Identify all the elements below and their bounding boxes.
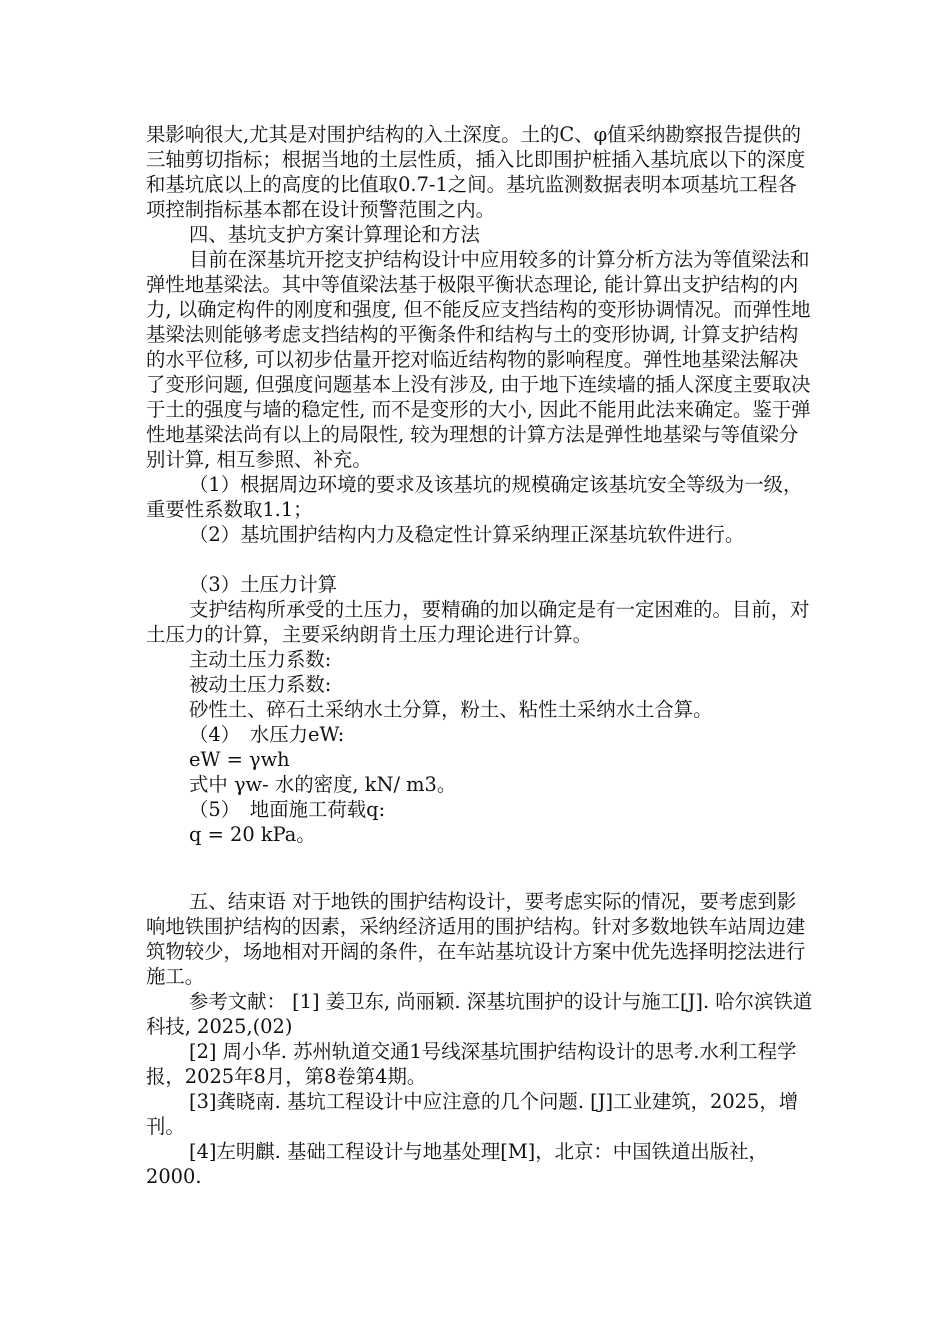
list-item-2: （2）基坑围护结构内力及稳定性计算采纳理正深基坑软件进行。 (189, 523, 745, 546)
section-heading-4: 四、基坑支护方案计算理论和方法 (189, 223, 480, 246)
list-item-5: （5） 地面施工荷载q: (189, 798, 386, 821)
soil-calculation-note: 砂性土、碎石土采纳水土分算，粉土、粘性土采纳水土合算。 (189, 698, 713, 721)
reference-3: [3]龚晓南. 基坑工程设计中应注意的几个问题. [J]工业建筑，2025，增刊。 (146, 1090, 799, 1138)
surcharge-formula: q = 20 kPa。 (189, 823, 316, 846)
passive-pressure-coefficient: 被动土压力系数: (189, 673, 332, 696)
paragraph-soil-parameters: 果影响很大,尤其是对围护结构的入土深度。土的C、φ值采纳勘察报告提供的三轴剪切指标；根据当地的土层性质，插入比即围护桩插入基坑底以下的深度和基坑底以上的高度的比值取0.7-1之间。基坑监测数据表明本项基坑工程各项控制指标基本都在设计预警范围之内。 (146, 123, 806, 221)
reference-4: [4]左明麒. 基础工程设计与地基处理[M]，北京：中国铁道出版社，2000. (146, 1140, 768, 1188)
paragraph-earth-pressure: 支护结构所承受的土压力，要精确的加以确定是有一定困难的。目前，对土压力的计算，主要采纳朗肯土压力理论进行计算。 (146, 598, 810, 646)
document-body (146, 122, 814, 1189)
list-item-1: （1）根据周边环境的要求及该基坑的规模确定该基坑安全等级为一级，重要性系数取1.1； (146, 473, 803, 521)
reference-1: 参考文献： [1] 姜卫东, 尚丽颖. 深基坑围护的设计与施工[J]. 哈尔滨铁道科技, 2025,(02) (146, 990, 813, 1038)
paragraph-calculation-methods: 目前在深基坑开挖支护结构设计中应用较多的计算分析方法为等值梁法和弹性地基梁法。其中等值梁法基于极限平衡状态理论, 能计算出支护结构的内力, 以确定构件的刚度和强度, 但不能反应支挡结构的变形协调情况。而弹性地基梁法则能够考虑支挡结构的平衡条件和结构与土的变形协调, 计算支护结构的水平位移, 可以初步估量开挖对临近结构物的影响程度。弹性地基梁法解决了变形问题, 但强度问题基本上没有涉及, 由于地下连续墙的插人深度主要取决于土的强度与墙的稳定性, 而不是变形的大小, 因此不能用此法来确定。鉴于弹性地基梁法尚有以上的局限性, 较为理想的计算方法是弹性地基梁与等值梁分别计算, 相互参照、补充。 (146, 248, 811, 471)
paragraph-conclusion: 五、结束语 对于地铁的围护结构设计，要考虑实际的情况，要考虑到影响地铁围护结构的因素，采纳经济适用的围护结构。针对多数地铁车站周边建筑物较少，场地相对开阔的条件，在车站基坑设计方案中优先选择明挖法进行施工。 (146, 890, 806, 988)
list-item-3: （3）土压力计算 (189, 573, 338, 596)
water-pressure-formula: eW = γwh (189, 748, 290, 771)
list-item-4: （4） 水压力eW: (189, 723, 345, 746)
reference-2: [2] 周小华. 苏州轨道交通1号线深基坑围护结构设计的思考.水利工程学报，2025年8月，第8卷第4期。 (146, 1040, 797, 1088)
blank-line (146, 547, 814, 572)
active-pressure-coefficient: 主动土压力系数: (189, 648, 332, 671)
water-pressure-formula-note: 式中 γw- 水的密度, kN/ m3。 (189, 773, 457, 796)
blank-line (146, 847, 814, 872)
spacer (146, 872, 814, 889)
